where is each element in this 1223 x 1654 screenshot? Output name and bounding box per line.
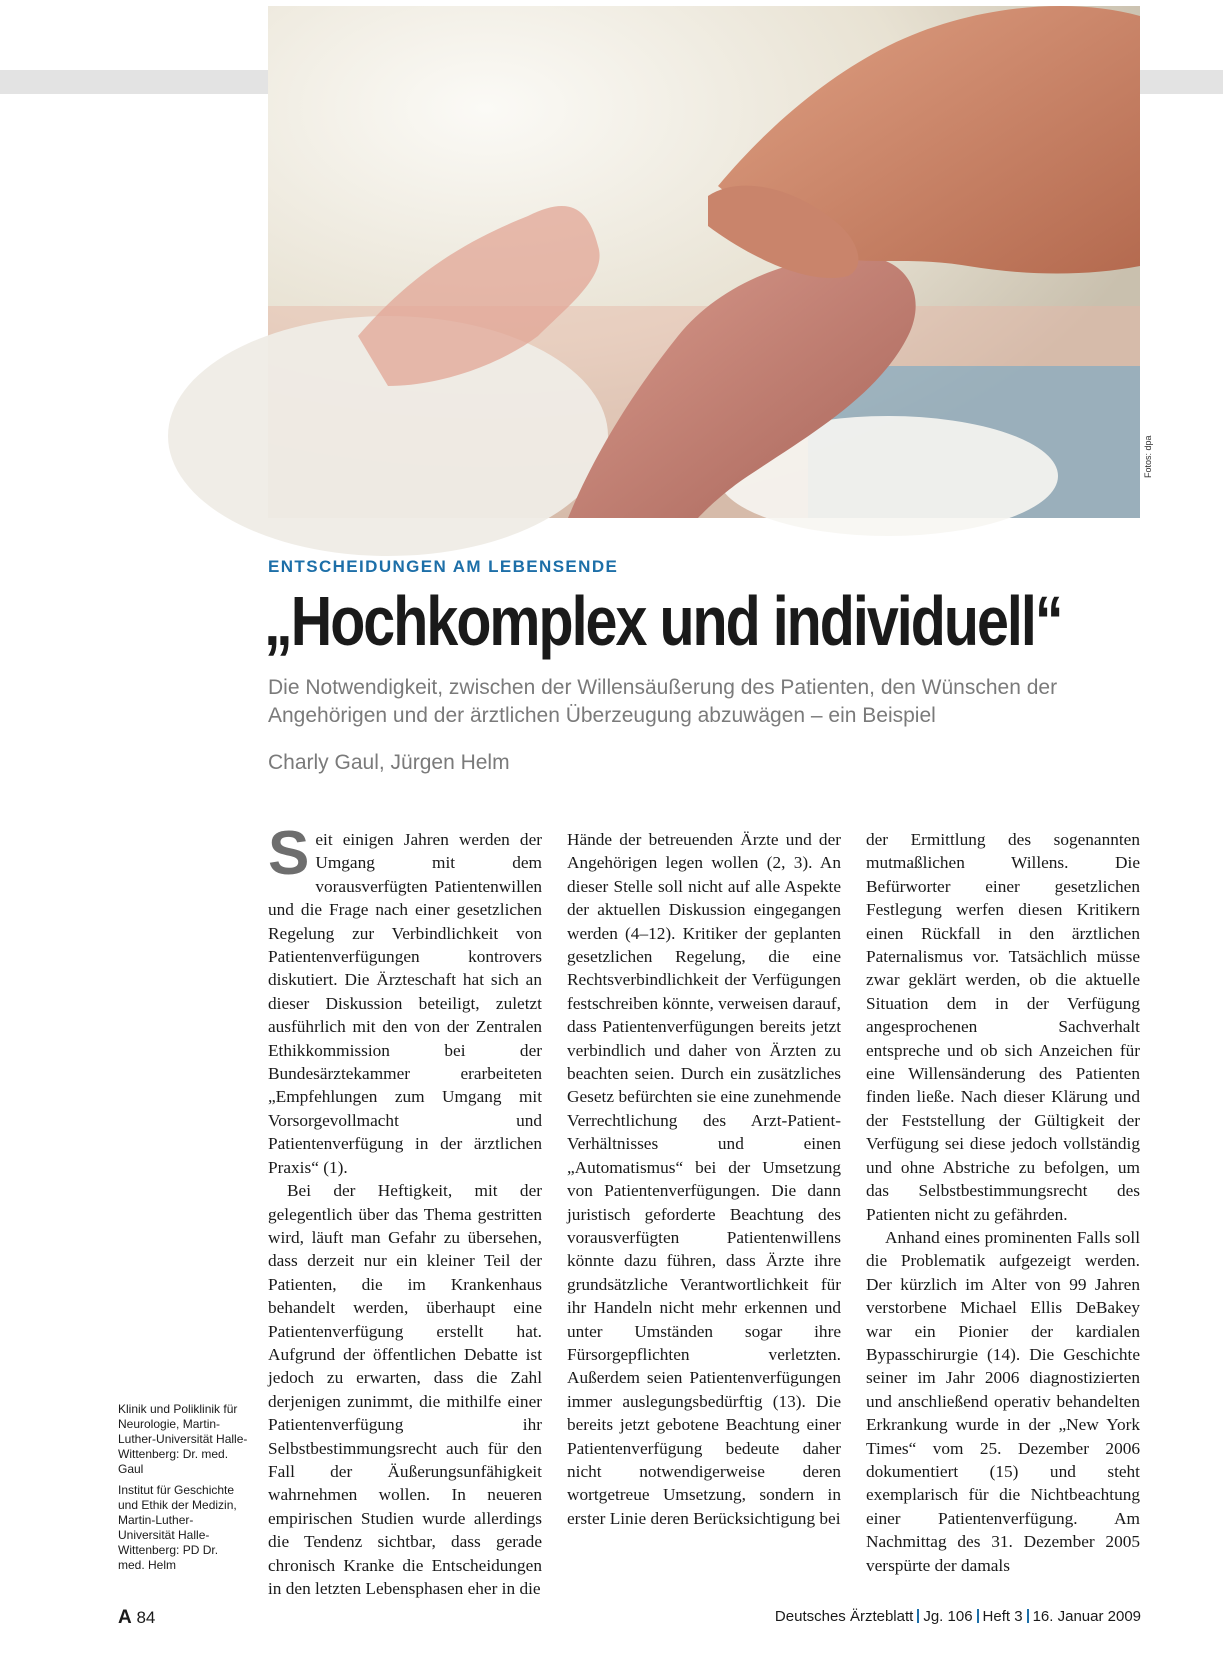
- journal-date: 16. Januar 2009: [1032, 1608, 1141, 1625]
- journal-footer: [775, 1608, 1141, 1625]
- journal-issue: Heft 3: [982, 1608, 1023, 1625]
- body-paragraph: eit einigen Jahren werden der Umgang mit dem vorausverfügten Patientenwillen und die Frage nach einer gesetzlichen Regelung zur Verbindlichkeit von Patientenverfügungen kontrovers diskutiert. Die Ärzteschaft hat sich an dieser Diskussion beteiligt, zuletzt ausführlich mit den von der Zentralen Ethikkommission bei der Bundesärztekammer erarbeiteten „Empfehlungen zum Umgang mit Vorsorgevollmacht und Patientenverfügung in der ärztlichen Praxis“ (1).: [268, 830, 542, 1177]
- journal-volume: Jg. 106: [923, 1608, 973, 1625]
- drop-cap: S: [268, 819, 310, 888]
- footer-separator: [977, 1609, 979, 1623]
- body-column-2: [567, 828, 841, 1580]
- header-gray-bar-right: [1140, 70, 1223, 94]
- article-headline: „Hochkomplex und individuell“: [264, 582, 1062, 660]
- affiliation-gaul: Klinik und Poliklinik für Neurologie, Martin-Luther-Universität Halle-Wittenberg: Dr. med. Gaul: [118, 1402, 248, 1476]
- footer-separator: [917, 1609, 919, 1623]
- body-column-3: [866, 828, 1140, 1580]
- page-number: [118, 1607, 155, 1629]
- affiliation-helm: Institut für Geschichte und Ethik der Medizin, Martin-Luther-Universität Halle-Wittenberg: PD Dr. med. Helm: [118, 1483, 237, 1572]
- article-kicker: ENTSCHEIDUNGEN AM LEBENSENDE: [268, 557, 619, 576]
- body-paragraph: Anhand eines prominenten Falls soll die Problematik aufgezeigt werden. Der kürzlich im Alter von 99 Jahren verstorbene Michael Ellis DeBakey war ein Pionier der kardialen Bypasschirurgie (14). Die Geschichte seiner im Jahr 2006 diagnostizierten und anschließend operativ behandelten Erkrankung wurde in der „New York Times“ vom 25. Dezember 2006 dokumentiert (15) und steht exemplarisch für die Nichtbeachtung einer Patientenverfügung. Am Nachmittag des 31. Dezember 2005 verspürte der damals: [866, 1227, 1140, 1575]
- article-photo: [268, 6, 1140, 518]
- body-paragraph: Hände der betreuenden Ärzte und der Angehörigen legen wollen (2, 3). An dieser Stelle soll nicht auf alle Aspekte der aktuellen Diskussion eingegangen werden (4–12). Kritiker der geplanten gesetzlichen Regelung, die eine Rechtsverbindlichkeit der Verfügungen festschreiben könnte, verweisen darauf, dass Patientenverfügungen bereits jetzt verbindlich und daher von Ärzten zu beachten seien. Durch ein zusätzliches Gesetz befürchten sie eine zunehmende Verrechtlichung des Arzt-Patient-Verhältnisses und einen „Automatismus“ bei der Umsetzung von Patientenverfügungen. Die dann juristisch geforderte Beachtung des vorausverfügten Patientenwillens könnte dazu führen, dass Ärzte ihre grundsätzliche Verantwortlichkeit für ihr Handeln nicht mehr erkennen und unter Umständen sogar ihre Fürsorgepflichten verletzten. Außerdem seien Patientenverfügungen immer auslegungsbedürftig (13). Die bereits jetzt gebotene Beachtung einer Patientenverfügung bedeute daher nicht notwendigerweise deren wortgetreue Umsetzung, sondern in erster Linie deren Berücksichtigung bei: [567, 830, 841, 1528]
- footer-separator: [1027, 1609, 1029, 1623]
- hands-illustration: [268, 6, 1140, 518]
- body-paragraph: Bei der Heftigkeit, mit der gelegentlich über das Thema gestritten wird, läuft man Gefahr zu übersehen, dass derzeit nur ein kleiner Teil der Patienten, die im Krankenhaus behandelt werden, überhaupt eine Patientenverfügung erstellt hat. Aufgrund der öffentlichen Debatte ist jedoch zu erwarten, dass die Zahl derjenigen zunimmt, die mithilfe einer Patientenverfügung ihr Selbstbestimmungsrecht auch für den Fall der Äußerungsunfähigkeit wahrnehmen wollen. In neueren empirischen Studien wurde allerdings die Tendenz sichtbar, dass gerade chronisch Kranke die Entscheidungen in den letzten Lebensphasen eher in die: [268, 1181, 542, 1598]
- author-affiliations: [118, 1402, 248, 1579]
- article-subtitle: Die Notwendigkeit, zwischen der Willensäußerung des Patienten, den Wünschen der Angehörigen und der ärztlichen Überzeugung abzuwägen – ein Beispiel: [268, 676, 1058, 727]
- header-gray-bar-left: [0, 70, 268, 94]
- body-column-1: [268, 819, 542, 1598]
- journal-name: Deutsches Ärzteblatt: [774, 1608, 914, 1625]
- article-authors: Charly Gaul, Jürgen Helm: [268, 751, 510, 774]
- page-number-value: 84: [136, 1608, 156, 1627]
- photo-credit: Fotos: dpa: [1143, 435, 1153, 478]
- page-number-prefix: A: [118, 1607, 132, 1628]
- body-paragraph: der Ermittlung des sogenannten mutmaßlichen Willens. Die Befürworter einer gesetzlichen Festlegung werfen diesen Kritikern einen Rückfall in den ärztlichen Paternalismus vor. Tatsächlich müsse zwar geklärt werden, ob die aktuelle Situation dem in der Verfügung angesprochenen Sachverhalt entspreche und ob sich Anzeichen für eine Willensänderung des Patienten finden ließe. Nach dieser Klärung und der Feststellung der Gültigkeit der Verfügung sei diese jedoch vollständig und ohne Abstriche zu befolgen, um das Selbstbestimmungsrecht des Patienten nicht zu gefährden.: [866, 830, 1140, 1224]
